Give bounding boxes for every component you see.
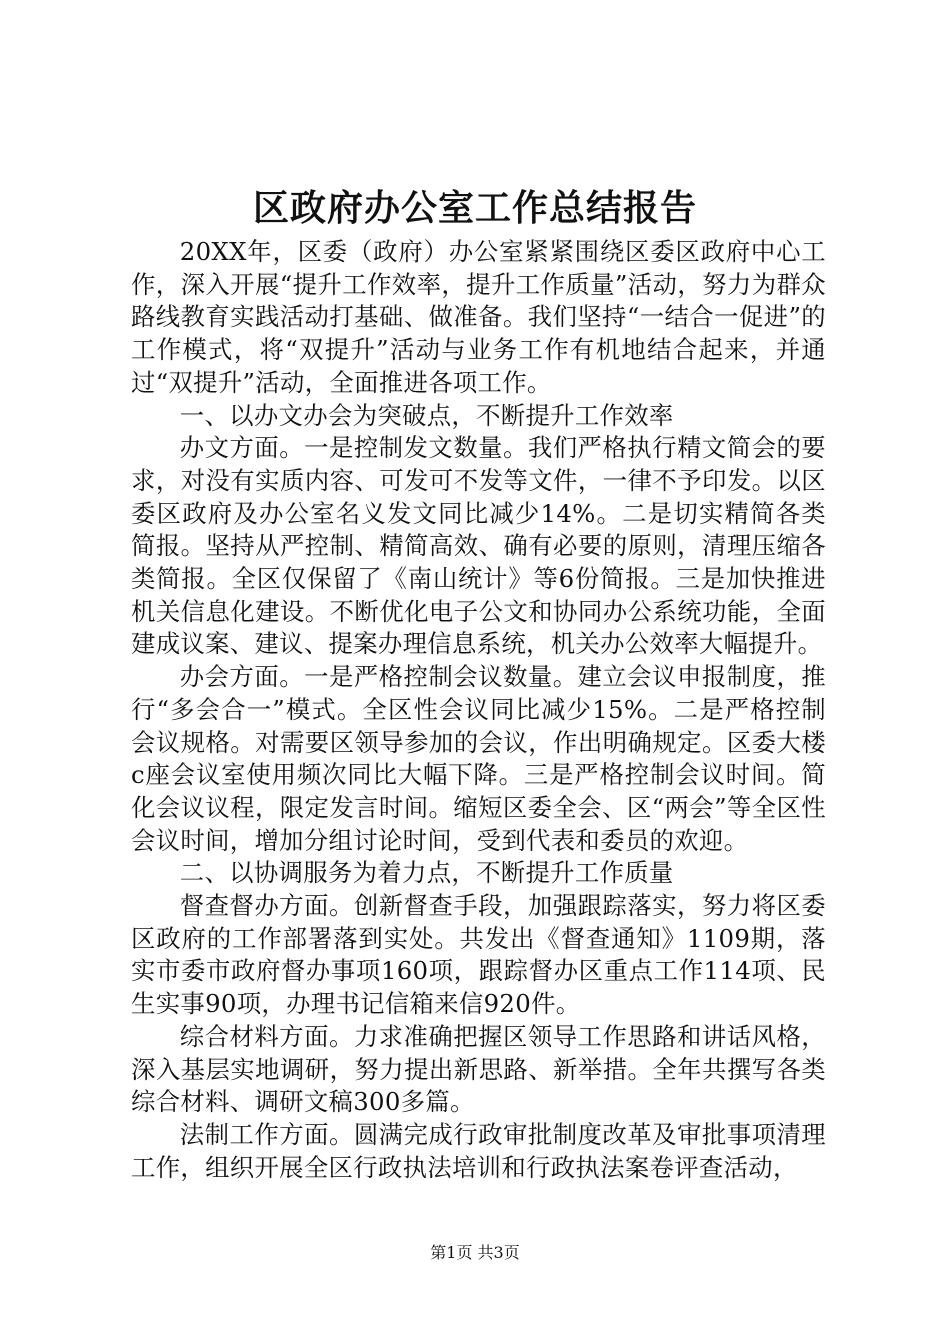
page-footer: 第1页 共3页	[430, 1243, 520, 1262]
document-title: 区政府办公室工作总结报告	[252, 187, 697, 229]
document-body	[131, 236, 826, 1184]
paragraph-intro: 20XX年，区委（政府）办公室紧紧围绕区委区政府中心工作，深入开展“提升工作效率，提升工作质量”活动，努力为群众路线教育实践活动打基础、做准备。我们坚持“一结合一促进”的工作模式，将“双提升”活动与业务工作有机地结合起来，并通过“双提升”活动，全面推进各项工作。	[131, 237, 826, 397]
paragraph-supervision: 督查督办方面。创新督查手段，加强跟踪落实，努力将区委区政府的工作部署落到实处。共发出《督查通知》1109期，落实市委市政府督办事项160项，跟踪督办区重点工作114项、民生实事90项，办理书记信箱来信920件。	[131, 891, 826, 1019]
section-heading-1: 一、以办文办会为突破点，不断提升工作效率	[179, 400, 674, 430]
section-heading-2: 二、以协调服务为着力点，不断提升工作质量	[179, 858, 674, 888]
paragraph-materials: 综合材料方面。力求准确把握区领导工作思路和讲话风格，深入基层实地调研，努力提出新思路、新举措。全年共撰写各类综合材料、调研文稿300多篇。	[131, 1021, 826, 1117]
paragraph-meetings: 办会方面。一是严格控制会议数量。建立会议申报制度，推行“多会合一”模式。全区性会议同比减少15%。二是严格控制会议规格。对需要区领导参加的会议，作出明确规定。区委大楼c座会议室使用频次同比大幅下降。三是严格控制会议时间。简化会议议程，限定发言时间。缩短区委全会、区“两会”等全区性会议时间，增加分组讨论时间，受到代表和委员的欢迎。	[131, 662, 826, 855]
paragraph-documents: 办文方面。一是控制发文数量。我们严格执行精文简会的要求，对没有实质内容、可发可不发等文件，一律不予印发。以区委区政府及办公室名义发文同比减少14%。二是切实精简各类简报。坚持从严控制、精简高效、确有必要的原则，清理压缩各类简报。全区仅保留了《南山统计》等6份简报。三是加快推进机关信息化建设。不断优化电子公文和协同办公系统功能，全面建成议案、建议、提案办理信息系统，机关办公效率大幅提升。	[131, 433, 826, 659]
paragraph-legal: 法制工作方面。圆满完成行政审批制度改革及审批事项清理工作，组织开展全区行政执法培训和行政执法案卷评查活动，	[131, 1119, 826, 1182]
